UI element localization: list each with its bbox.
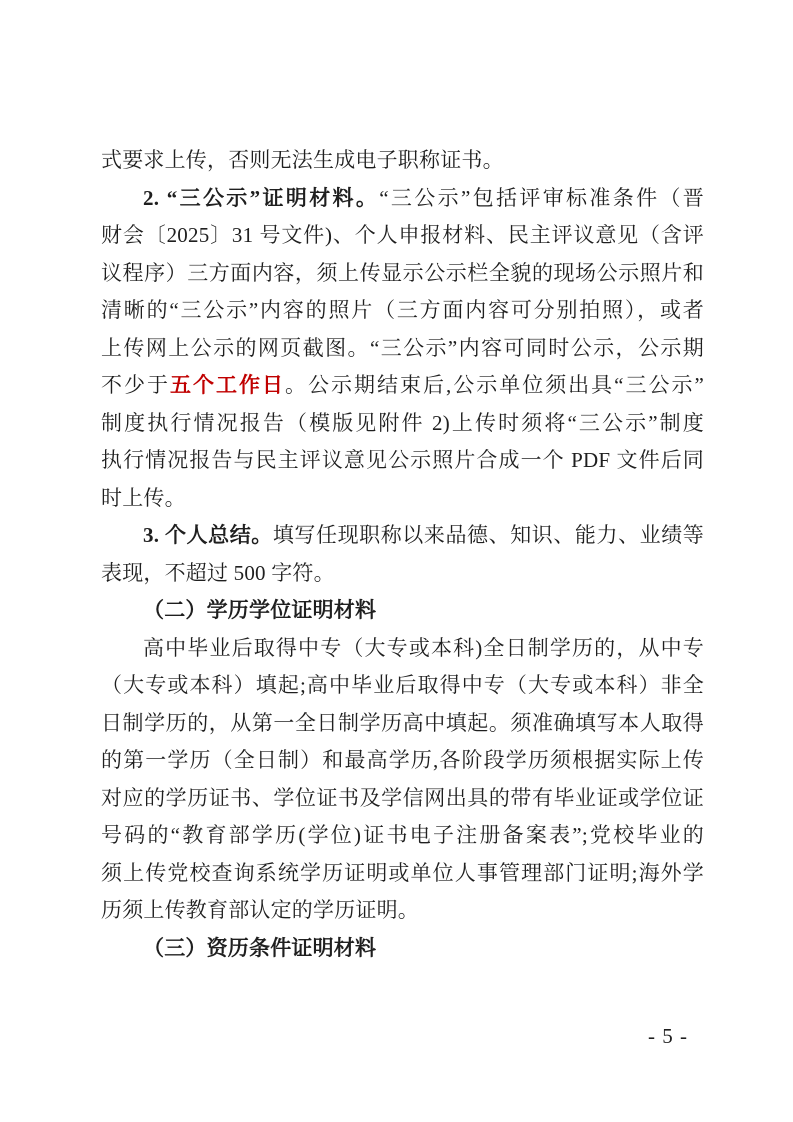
- text-line: [101, 517, 704, 555]
- text-line: [101, 742, 704, 780]
- text-line: [101, 480, 704, 518]
- text-line: [101, 292, 704, 330]
- text-line: [101, 780, 704, 818]
- body-text: 的第一学历（全日制）和最高学历,各阶段学历须根据实际上传: [101, 748, 704, 772]
- text-line: [101, 667, 704, 705]
- text-line: [101, 705, 704, 743]
- body-text: （大专或本科）填起;高中毕业后取得中专（大专或本科）非全: [101, 673, 704, 697]
- body-text: 议程序）三方面内容，须上传显示公示栏全貌的现场公示照片和: [101, 260, 704, 285]
- section-3-heading: （三）资历条件证明材料: [143, 935, 377, 960]
- body-text: 式要求上传，否则无法生成电子职称证书。: [101, 148, 504, 172]
- body-text: 表现，不超过 500 字符。: [101, 560, 335, 585]
- text-line: [101, 892, 704, 930]
- text-line: [101, 255, 704, 293]
- body-text: 清晰的“三公示”内容的照片（三方面内容可分别拍照），或者: [101, 298, 704, 322]
- text-line: [101, 442, 704, 480]
- body-text: 财会〔2025〕31 号文件)、个人申报材料、民主评议意见（含评: [101, 223, 704, 247]
- text-line: [101, 630, 704, 668]
- item-2-title: 2. “三公示”证明材料。: [143, 185, 380, 210]
- body-text: 须上传党校查询系统学历证明或单位人事管理部门证明;海外学: [101, 860, 704, 885]
- page-number: - 5 -: [648, 1024, 688, 1048]
- text-line: [101, 405, 704, 443]
- highlight-red-text: 五个工作日: [170, 373, 285, 397]
- body-text: 填写任现职称以来品德、知识、能力、业绩等: [272, 523, 704, 547]
- text-line: [101, 180, 704, 218]
- text-line: [101, 817, 704, 855]
- body-text: 时上传。: [101, 485, 186, 510]
- body-text: 制度执行情况报告（模版见附件 2)上传时须将“三公示”制度: [101, 410, 704, 435]
- body-text: 日制学历的，从第一全日制学历高中填起。须准确填写本人取得: [101, 710, 704, 735]
- body-text: 历须上传教育部认定的学历证明。: [101, 898, 419, 922]
- subsection-heading: [101, 592, 704, 630]
- body-text: “三公示”包括评审标准条件（晋: [379, 185, 704, 210]
- text-line: [101, 367, 704, 405]
- text-line: [101, 855, 704, 893]
- text-line: [101, 555, 704, 593]
- text-line: [101, 217, 704, 255]
- body-text: 上传网上公示的网页截图。“三公示”内容可同时公示，公示期: [101, 335, 704, 360]
- body-text: 对应的学历证书、学位证书及学信网出具的带有毕业证或学位证: [101, 785, 704, 810]
- text-line: [101, 142, 704, 180]
- body-text: 不少于: [101, 373, 170, 397]
- body-text: 。公示期结束后,公示单位须出具“三公示”: [284, 373, 704, 397]
- body-text: 号码的“教育部学历(学位)证书电子注册备案表”;党校毕业的: [101, 823, 704, 847]
- document-text-block: [101, 142, 704, 967]
- text-line: [101, 330, 704, 368]
- subsection-heading: [101, 930, 704, 968]
- section-2-heading: （二）学历学位证明材料: [143, 598, 377, 622]
- body-text: 执行情况报告与民主评议意见公示照片合成一个 PDF 文件后同: [101, 448, 704, 472]
- body-text: 高中毕业后取得中专（大专或本科)全日制学历的，从中专: [143, 635, 704, 660]
- item-3-title: 3. 个人总结。: [143, 523, 273, 547]
